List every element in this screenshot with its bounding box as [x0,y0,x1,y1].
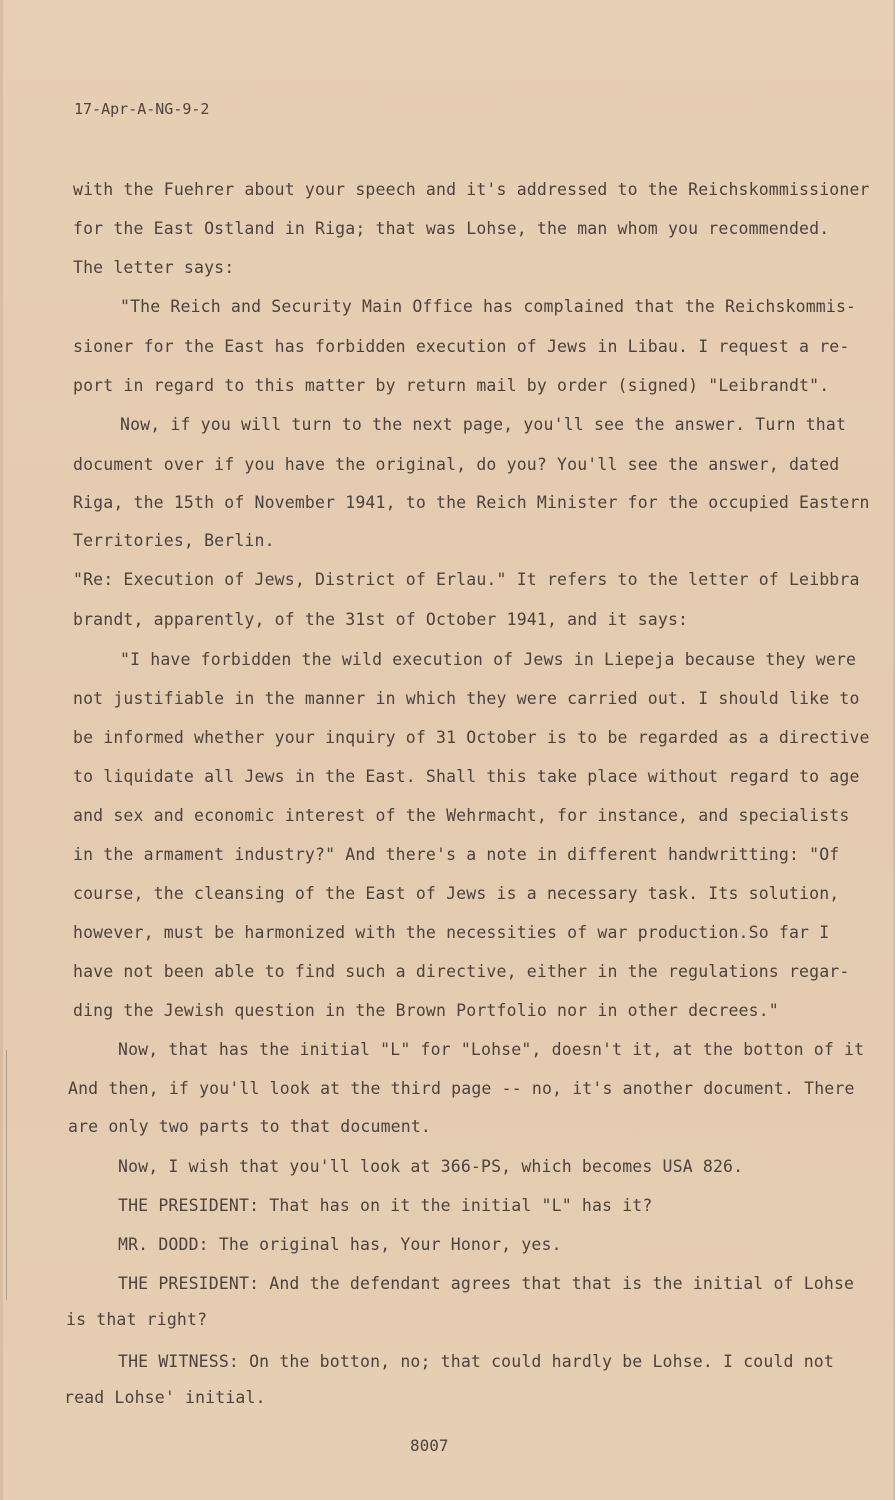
text-line: however, must be harmonized with the necessities of war production.So far I [73,923,830,942]
text-line: course, the cleansing of the East of Jews is a necessary task. Its solution, [73,884,840,903]
text-line: Now, I wish that you'll look at 366-PS, which becomes USA 826. [118,1157,744,1176]
margin-mark [6,1050,7,1300]
text-line: THE WITNESS: On the botton, no; that could hardly be Lohse. I could not [118,1352,834,1371]
text-line: The letter says: [73,258,235,277]
text-line: "The Reich and Security Main Office has complained that the Reichskommis- [120,297,857,316]
text-line: Now, if you will turn to the next page, you'll see the answer. Turn that [120,415,847,434]
text-line: Riga, the 15th of November 1941, to the Reich Minister for the occupied Eastern [73,493,870,512]
text-line: with the Fuehrer about your speech and it's addressed to the Reichskommissioner [73,180,870,199]
text-line: THE PRESIDENT: That has on it the initial "L" has it? [118,1196,653,1215]
text-line: sioner for the East has forbidden execution of Jews in Libau. I request a re- [73,337,850,356]
text-line: to liquidate all Jews in the East. Shall this take place without regard to age [73,767,860,786]
text-line: "Re: Execution of Jews, District of Erlau." It refers to the letter of Leibbra [73,570,860,589]
text-line: And then, if you'll look at the third page -- no, it's another document. There [68,1079,855,1098]
text-line: is that right? [66,1310,208,1329]
document-header: 17-Apr-A-NG-9-2 [74,100,210,118]
text-line: "I have forbidden the wild execution of Jews in Liepeja because they were [120,650,857,669]
text-line: have not been able to find such a directive, either in the regulations regar- [73,962,850,981]
text-line: for the East Ostland in Riga; that was Lohse, the man whom you recommended. [73,219,830,238]
text-line: MR. DODD: The original has, Your Honor, yes. [118,1235,562,1254]
page-number: 8007 [410,1436,449,1455]
text-line: not justifiable in the manner in which they were carried out. I should like to [73,689,860,708]
text-line: ding the Jewish question in the Brown Portfolio nor in other decrees." [73,1001,779,1020]
text-line: THE PRESIDENT: And the defendant agrees that that is the initial of Lohse [118,1274,855,1293]
text-line: document over if you have the original, do you? You'll see the answer, dated [73,455,840,474]
text-line: read Lohse' initial. [64,1388,266,1407]
text-line: port in regard to this matter by return mail by order (signed) "Leibrandt". [73,376,830,395]
text-line: in the armament industry?" And there's a note in different handwritting: "Of [73,845,840,864]
text-line: Now, that has the initial "L" for "Lohse", doesn't it, at the botton of it [118,1040,865,1059]
text-line: brandt, apparently, of the 31st of October 1941, and it says: [73,610,689,629]
text-line: be informed whether your inquiry of 31 October is to be regarded as a directive [73,728,870,747]
text-line: are only two parts to that document. [68,1117,432,1136]
text-line: Territories, Berlin. [73,531,275,550]
text-line: and sex and economic interest of the Wehrmacht, for instance, and specialists [73,806,850,825]
